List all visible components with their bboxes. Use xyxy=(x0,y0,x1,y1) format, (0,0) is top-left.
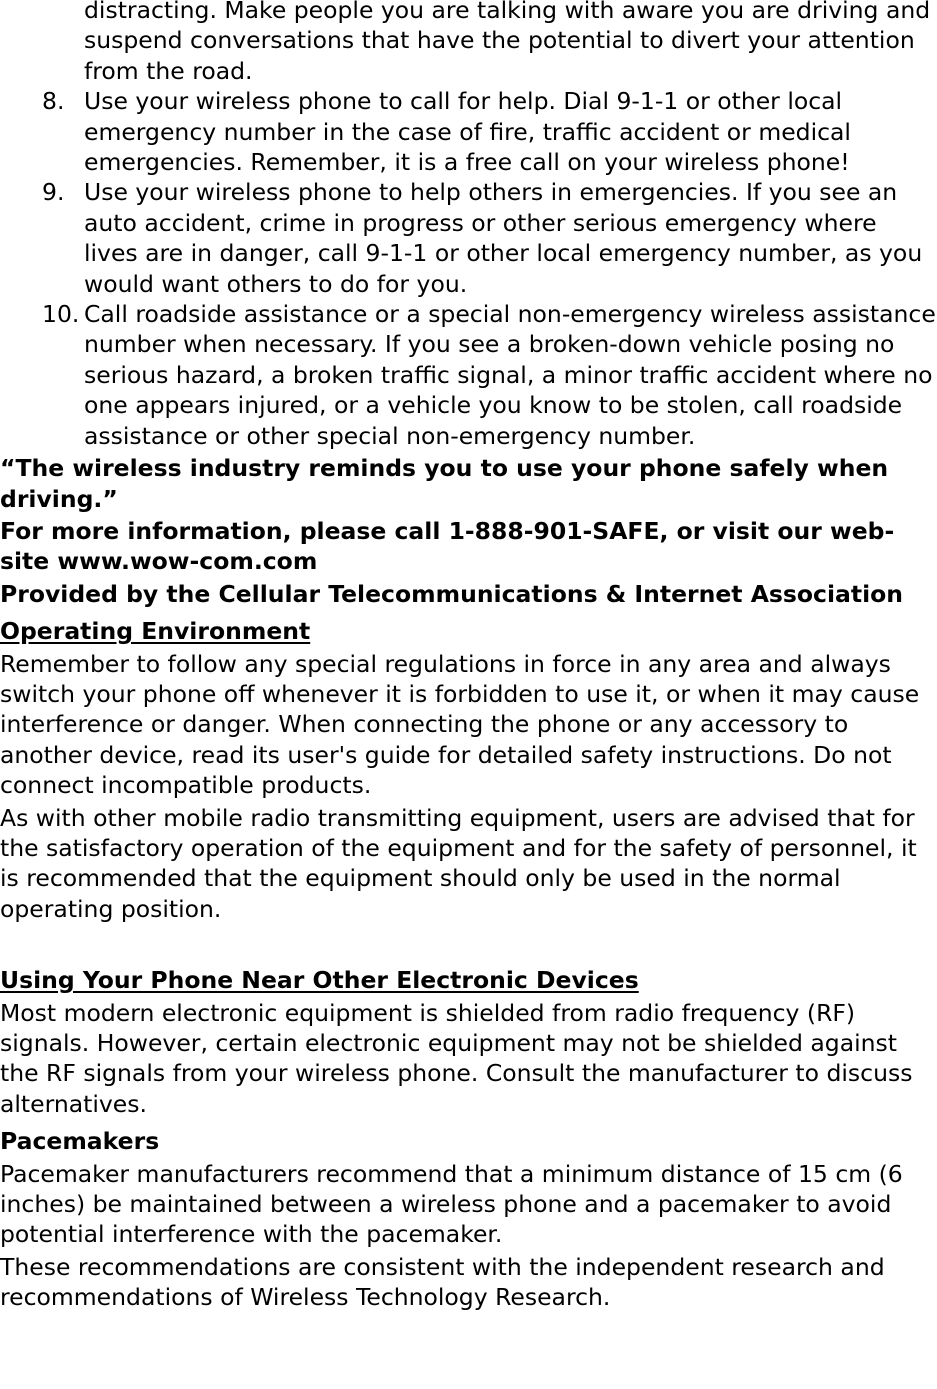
safety-tips-list xyxy=(0,0,937,451)
list-item xyxy=(0,86,937,177)
list-item-text: distracting. Make people you are talking with aware you are driving and suspend conversations that have the potential to divert your attention from the road. xyxy=(84,0,931,85)
list-item-number: 9. xyxy=(42,178,65,207)
industry-reminder: “The wireless industry reminds you to use your phone safely when driving.” xyxy=(0,454,889,513)
list-item-continued xyxy=(0,0,937,86)
pacemakers-heading: Pacemakers xyxy=(0,1127,160,1156)
electronic-devices-paragraph: Most modern electronic equipment is shielded from radio frequency (RF) signals. However, certain electronic equipment may not be shielded against the RF signals from your wireless phone. Consult the manufacturer to discuss alternatives. xyxy=(0,998,913,1118)
list-item xyxy=(0,177,937,299)
operating-environment-heading: Operating Environment xyxy=(0,617,311,646)
more-info-notice: For more information, please call 1-888-901-SAFE, or visit our web-site www.wow-com.com xyxy=(0,516,895,576)
list-item-text: Use your wireless phone to help others in emergencies. If you see an auto accident, crime in progress or other serious emergency where lives are in danger, call 9-1-1 or other local emergency number, as you would want others to do for you. xyxy=(84,178,923,298)
list-item-number: 10. xyxy=(42,300,80,329)
electronic-devices-heading: Using Your Phone Near Other Electronic Devices xyxy=(0,966,639,995)
list-item-number: 8. xyxy=(42,87,65,116)
list-item-text: Use your wireless phone to call for help. Dial 9-1-1 or other local emergency number in the case of fire, traffic accident or medical emergencies. Remember, it is a free call on your wireless phone! xyxy=(84,87,851,177)
operating-environment-paragraph: As with other mobile radio transmitting equipment, users are advised that for the satisfactory operation of the equipment and for the safety of personnel, it is recommended that the equipment should only be used in the normal operating position. xyxy=(0,803,917,923)
pacemakers-paragraph: These recommendations are consistent with the independent research and recommendations of Wireless Technology Research. xyxy=(0,1252,885,1312)
list-item-text: Call roadside assistance or a special non-emergency wireless assistance number when necessary. If you see a broken-down vehicle posing no serious hazard, a broken traffic signal, a minor traffic accident where no one appears injured, or a vehicle you know to be stolen, call roadside assistance or other special non-emergency number. xyxy=(84,300,936,450)
pacemakers-paragraph: Pacemaker manufacturers recommend that a minimum distance of 15 cm (6 inches) be maintained between a wireless phone and a pacemaker to avoid potential interference with the pacemaker. xyxy=(0,1159,903,1249)
list-item xyxy=(0,299,937,451)
operating-environment-paragraph: Remember to follow any special regulations in force in any area and always switch your phone off whenever it is forbidden to use it, or when it may cause interference or danger. When connecting the phone or any accessory to another device, read its user's guide for detailed safety instructions. Do not connect incompatible products. xyxy=(0,649,920,800)
section-spacer xyxy=(0,924,937,965)
provided-by-notice: Provided by the Cellular Telecommunications & Internet Association xyxy=(0,579,904,608)
